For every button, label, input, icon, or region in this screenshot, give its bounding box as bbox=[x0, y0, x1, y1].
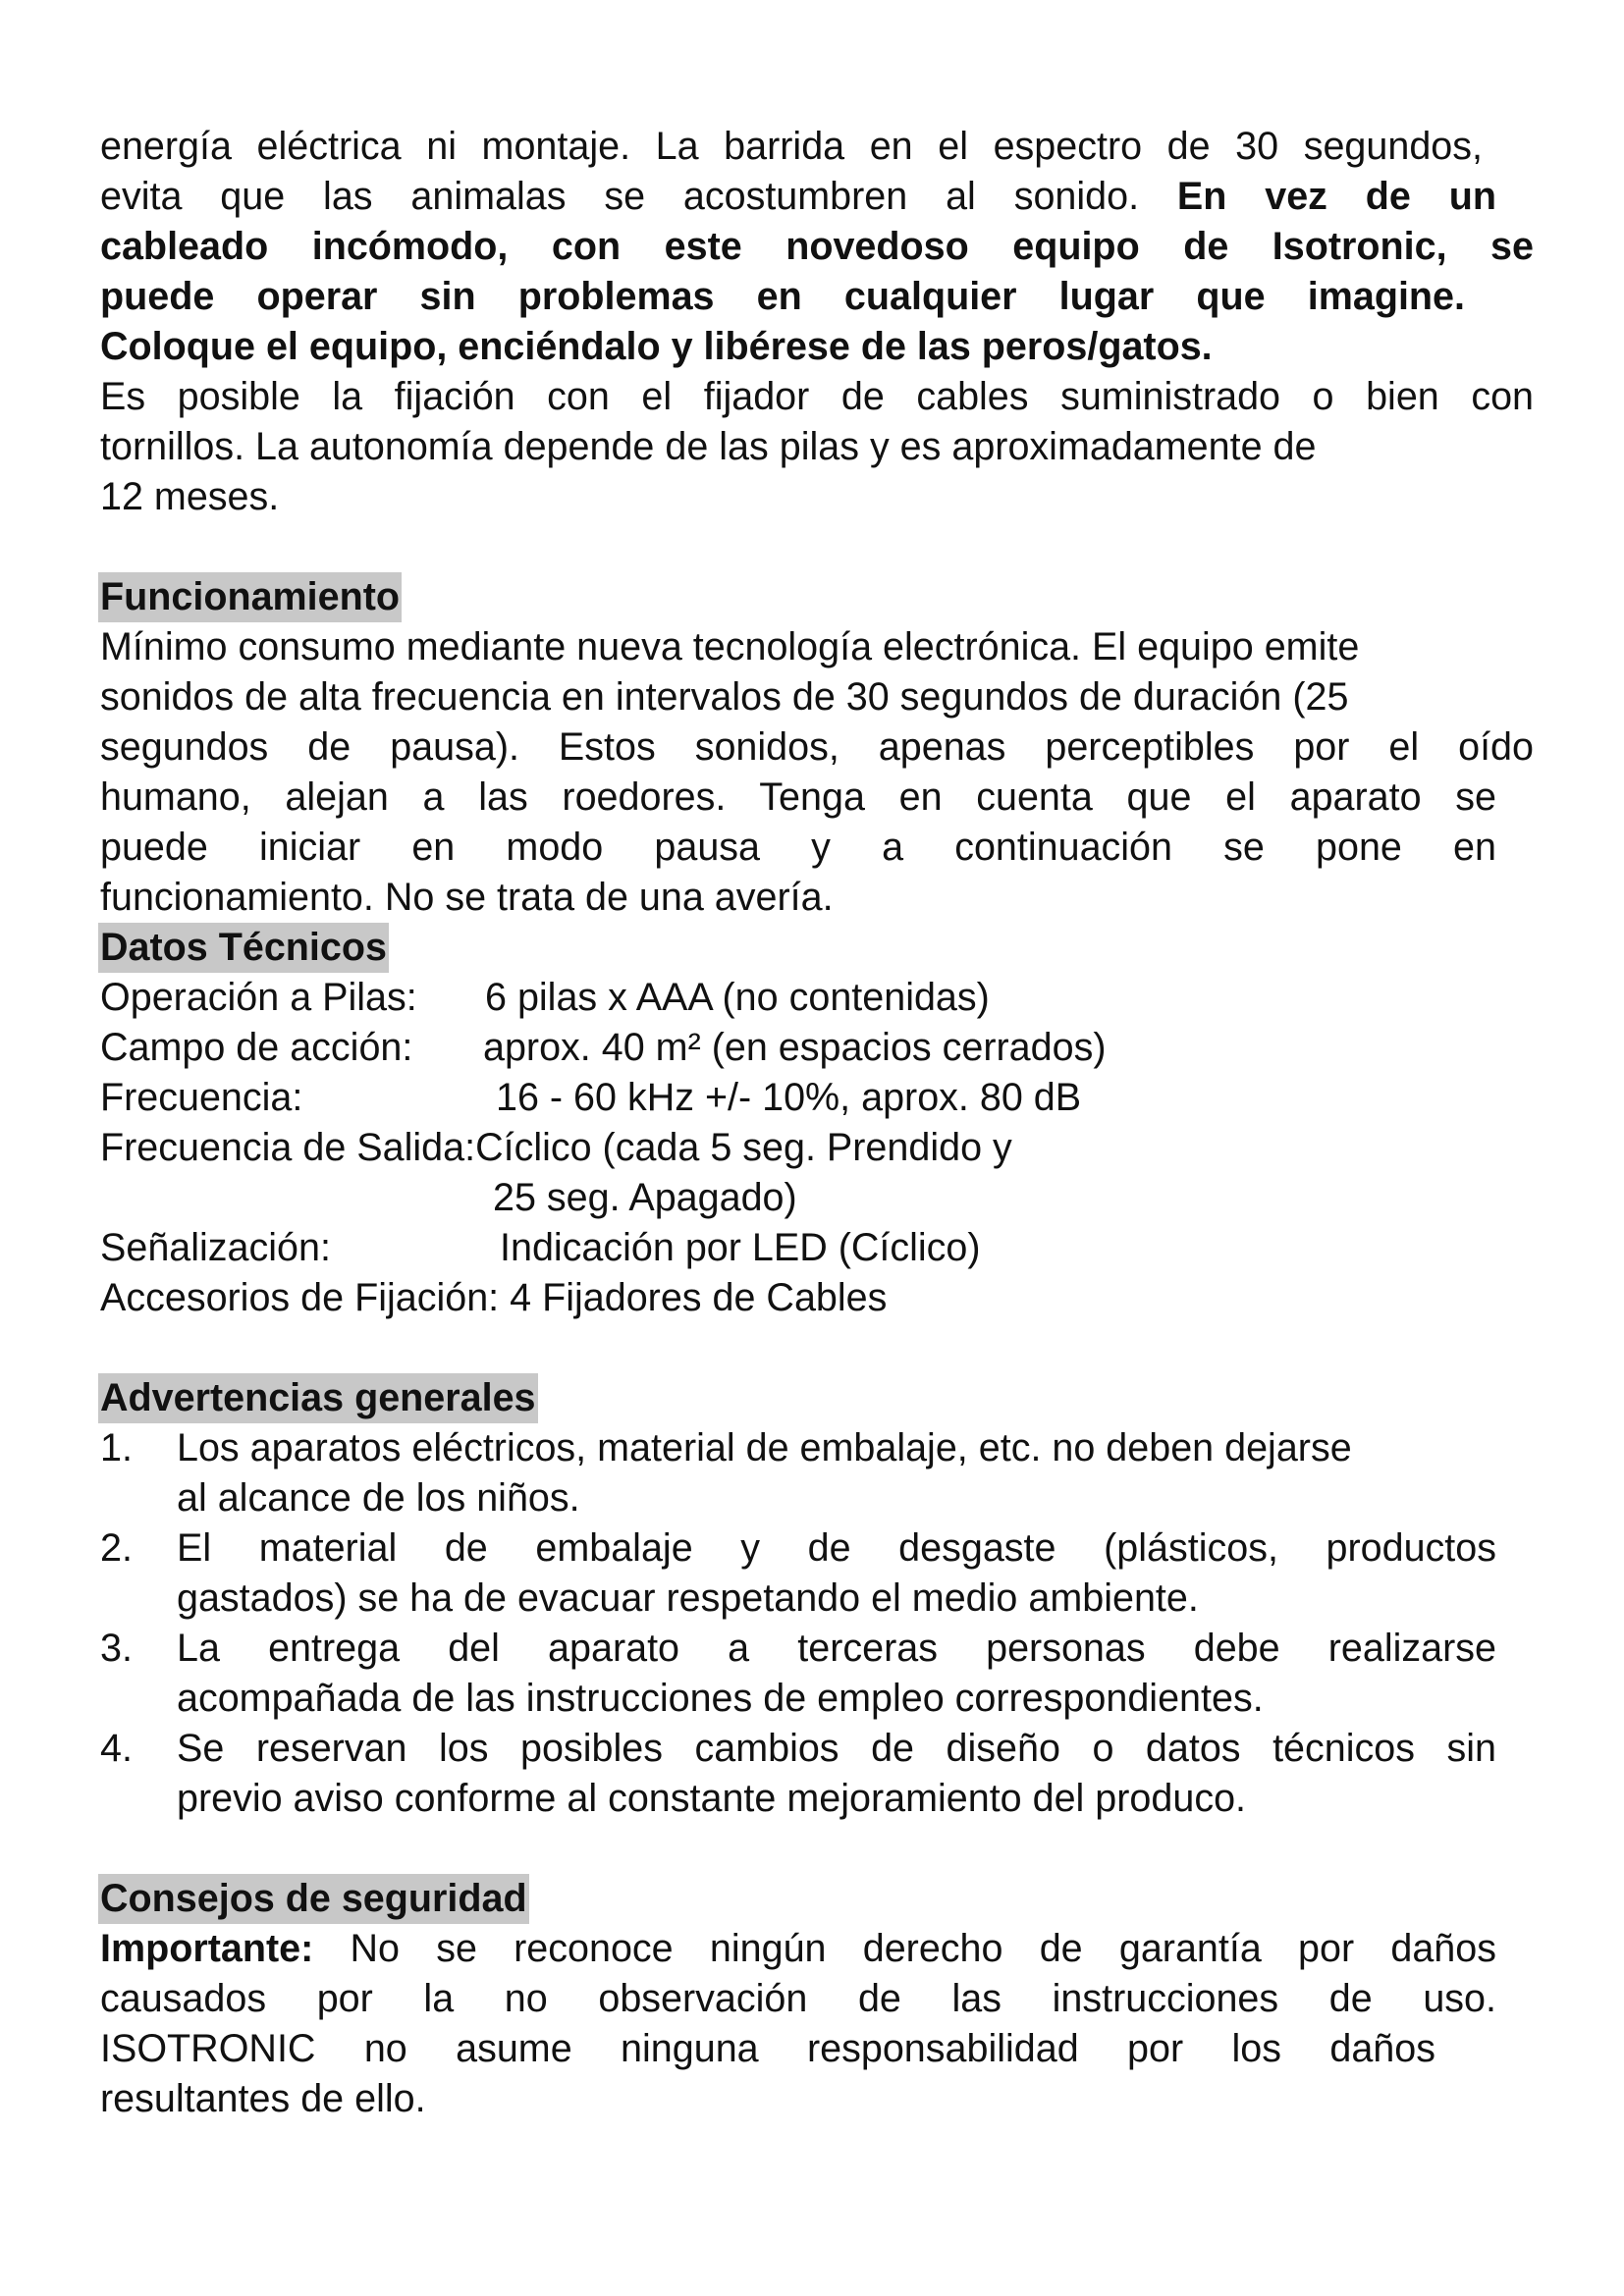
spec-value: aprox. 40 m² (en espacios cerrados) bbox=[483, 1026, 1107, 1069]
list-item bbox=[100, 1523, 1534, 1624]
section-heading: Consejos de seguridad bbox=[98, 1874, 529, 1924]
list-item bbox=[100, 1724, 1534, 1824]
paragraph-line: segundos de pausa). Estos sonidos, apenas perceptibles por el oído bbox=[100, 725, 1534, 769]
paragraph-line: resultantes de ello. bbox=[100, 2077, 426, 2120]
paragraph-line: sonidos de alta frecuencia en intervalos de 30 segundos de duración (25 bbox=[100, 675, 1349, 719]
paragraph-line-bold: cableado incómodo, con este novedoso equipo de Isotronic, se bbox=[100, 225, 1534, 268]
list-item-line: previo aviso conforme al constante mejoramiento del produco. bbox=[177, 1777, 1247, 1820]
section-heading: Datos Técnicos bbox=[98, 923, 389, 973]
list-number: 4. bbox=[100, 1727, 133, 1770]
spec-key bbox=[100, 1173, 493, 1223]
list-number: 2. bbox=[100, 1526, 133, 1570]
paragraph-line: funcionamiento. No se trata de una avería. bbox=[100, 876, 834, 919]
spec-key: Frecuencia de Salida: bbox=[100, 1126, 476, 1169]
spec-row bbox=[100, 1123, 1534, 1173]
paragraph-line: tornillos. La autonomía depende de las pilas y es aproximadamente de bbox=[100, 425, 1317, 468]
spec-row bbox=[100, 973, 1534, 1023]
spec-key: Frecuencia: bbox=[100, 1076, 303, 1119]
document-body bbox=[100, 122, 1534, 2124]
consejos-section bbox=[100, 1874, 1534, 2124]
funcionamiento-section bbox=[100, 572, 1534, 923]
paragraph-line: Es posible la fijación con el fijador de cables suministrado o bien con bbox=[100, 375, 1534, 418]
paragraph-line: humano, alejan a las roedores. Tenga en cuenta que el aparato se bbox=[100, 775, 1496, 819]
spec-value: 6 pilas x AAA (no contenidas) bbox=[485, 976, 990, 1019]
spec-key: Accesorios de Fijación: bbox=[100, 1276, 500, 1319]
list-item-line: El material de embalaje y de desgaste (plásticos, productos bbox=[177, 1526, 1496, 1570]
spec-row bbox=[100, 1273, 1534, 1323]
spec-value: 4 Fijadores de Cables bbox=[510, 1276, 888, 1319]
spec-key: Señalización: bbox=[100, 1226, 331, 1269]
paragraph-line-bold: Coloque el equipo, enciéndalo y libérese de las peros/gatos. bbox=[100, 325, 1213, 368]
spacer bbox=[100, 1824, 1534, 1874]
list-item-line: gastados) se ha de evacuar respetando el medio ambiente. bbox=[177, 1576, 1199, 1620]
datos-tecnicos-section bbox=[100, 923, 1534, 1323]
paragraph-line-bold: puede operar sin problemas en cualquier lugar que imagine. bbox=[100, 275, 1465, 318]
spec-row bbox=[100, 1073, 1534, 1123]
numbered-list bbox=[100, 1423, 1534, 1824]
spec-row bbox=[100, 1023, 1534, 1073]
spec-row bbox=[100, 1223, 1534, 1273]
spec-key: Operación a Pilas: bbox=[100, 976, 417, 1019]
paragraph-line: Mínimo consumo mediante nueva tecnología electrónica. El equipo emite bbox=[100, 625, 1360, 668]
list-item bbox=[100, 1624, 1534, 1724]
list-number: 1. bbox=[100, 1426, 133, 1469]
advertencias-section bbox=[100, 1373, 1534, 1824]
spec-value: 25 seg. Apagado) bbox=[493, 1176, 797, 1219]
paragraph-line: ISOTRONIC no asume ninguna responsabilidad por los daños bbox=[100, 2027, 1435, 2070]
section-heading: Advertencias generales bbox=[98, 1373, 538, 1423]
text-bold: En vez de un bbox=[1176, 175, 1496, 218]
text-regular: No se reconoce ningún derecho de garantía por daños bbox=[350, 1927, 1496, 1970]
intro-section bbox=[100, 122, 1534, 522]
paragraph-line: 12 meses. bbox=[100, 475, 280, 518]
paragraph-line bbox=[100, 1924, 1496, 1974]
spec-row bbox=[100, 1173, 1534, 1223]
list-item-line: Los aparatos eléctricos, material de embalaje, etc. no deben dejarse bbox=[177, 1426, 1352, 1469]
spacer bbox=[100, 1323, 1534, 1373]
list-item-line: acompañada de las instrucciones de empleo correspondientes. bbox=[177, 1677, 1264, 1720]
spec-key: Campo de acción: bbox=[100, 1026, 413, 1069]
important-label: Importante: bbox=[100, 1927, 314, 1970]
paragraph-line bbox=[100, 172, 1496, 222]
paragraph-line: causados por la no observación de las instrucciones de uso. bbox=[100, 1977, 1496, 2020]
paragraph-line: puede iniciar en modo pausa y a continuación se pone en bbox=[100, 826, 1496, 869]
list-item bbox=[100, 1423, 1534, 1523]
list-item-line: al alcance de los niños. bbox=[177, 1476, 580, 1520]
list-number: 3. bbox=[100, 1627, 133, 1670]
list-item-line: La entrega del aparato a terceras personas debe realizarse bbox=[177, 1627, 1496, 1670]
text-regular: evita que las animalas se acostumbren al sonido. bbox=[100, 175, 1140, 218]
spec-value: 16 - 60 kHz +/- 10%, aprox. 80 dB bbox=[496, 1076, 1082, 1119]
list-item-line: Se reservan los posibles cambios de diseño o datos técnicos sin bbox=[177, 1727, 1496, 1770]
spec-value: Indicación por LED (Cíclico) bbox=[500, 1226, 981, 1269]
section-heading: Funcionamiento bbox=[98, 572, 402, 622]
spacer bbox=[100, 522, 1534, 572]
spec-value: Cíclico (cada 5 seg. Prendido y bbox=[475, 1126, 1012, 1169]
paragraph-line: energía eléctrica ni montaje. La barrida en el espectro de 30 segundos, bbox=[100, 125, 1483, 168]
